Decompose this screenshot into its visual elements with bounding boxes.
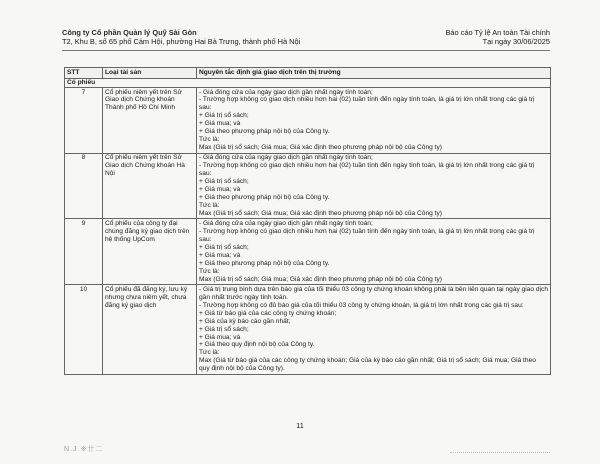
header-right [446, 28, 551, 46]
row-stt: 7 [65, 87, 103, 153]
col-header-stt: STT [65, 68, 103, 79]
principle-line: Tức là: [199, 136, 220, 144]
report-title: Báo cáo Tỷ lệ An toàn Tài chính [445, 28, 550, 37]
principle-line: - Giá đóng cửa của ngày giao dịch gần nhất ngày tính toán; [199, 220, 373, 228]
valuation-table [64, 67, 551, 375]
principle-line: + Giá theo phương pháp nội bộ của Công ty. [199, 128, 330, 136]
group-label: Cổ phiếu [65, 78, 551, 87]
header-left [62, 28, 300, 46]
principle-line: + Giá theo quy định nội bộ của Công ty. [199, 341, 315, 349]
principle-line: - Trường hợp không có đủ báo giá của tối thiểu 03 công ty chứng khoán, là giá trị lớn nhất trong các giá trị sau: [199, 301, 524, 309]
row-principles [197, 87, 551, 153]
row-principles [197, 285, 551, 375]
col-header-asset-type: Loại tài sản [103, 68, 197, 79]
row-asset-type: Cổ phiếu niêm yết trên Sở Giao dịch Chứng khoán Hà Nội [103, 153, 197, 219]
table-header-row [65, 68, 551, 79]
principle-line: Max (Giá trị sổ sách; Giá mua; Giá xác định theo phương pháp nội bộ của Công ty) [199, 209, 442, 217]
principle-line: - Giá trị trung bình dựa trên báo giá của tối thiểu 03 công ty chứng khoán không phải là bên liên quan tại ngày giao dịch gần nhất trước ngày tính toán. [199, 286, 549, 302]
company-address: T2, Khu B, số 65 phố Cảm Hội, phường Hai Bà Trưng, thành phố Hà Nội [62, 37, 301, 46]
report-date: Tại ngày 30/06/2025 [482, 37, 550, 46]
principle-line: + Giá của kỳ báo cáo gần nhất; [199, 317, 291, 325]
table-row [65, 87, 551, 153]
row-stt: 8 [65, 153, 103, 219]
principle-line: + Giá theo phương pháp nội bộ của Công ty. [199, 259, 330, 267]
footer-stamp-mark: N.J ※卄二 [64, 446, 104, 453]
footer-faint-line [450, 452, 550, 453]
principle-line: + Giá mua; và [199, 186, 241, 194]
principle-line: + Giá mua; và [199, 120, 241, 128]
principle-line: - Giá đóng cửa của ngày giao dịch gần nhất ngày tính toán; [199, 88, 373, 96]
principle-line: + Giá trị sổ sách; [199, 243, 249, 251]
row-asset-type: Cổ phiếu của công ty đại chúng đăng ký giao dịch trên hệ thống UpCom [103, 219, 197, 285]
principle-line: + Giá từ báo giá của các công ty chứng khoán; [199, 309, 337, 317]
principle-line: - Giá đóng cửa của ngày giao dịch gần nhất ngày tính toán; [199, 154, 373, 162]
row-stt: 9 [65, 219, 103, 285]
header-divider [62, 50, 550, 51]
page-number: 11 [296, 421, 304, 430]
principle-line: - Trường hợp không có giao dịch nhiều hơn hai (02) tuần tính đến ngày tính toán, là giá trị lớn nhất trong các giá trị sau: [199, 96, 535, 112]
table-group-row [65, 78, 551, 87]
row-principles [197, 219, 551, 285]
table-row [65, 219, 551, 285]
company-name: Công ty Cổ phần Quản lý Quỹ Sài Gòn [62, 28, 197, 37]
row-asset-type: Cổ phiếu đã đăng ký, lưu ký nhưng chưa niêm yết, chưa đăng ký giao dịch [103, 285, 197, 375]
principle-line: Max (Giá từ báo giá của các công ty chứng khoán; Giá của kỳ báo cáo gần nhất; Giá trị sổ sách; Giá mua; Giá theo quy định nội bộ của Công ty). [199, 357, 536, 373]
table-row [65, 285, 551, 375]
principle-line: + Giá trị sổ sách; [199, 178, 249, 186]
row-stt: 10 [65, 285, 103, 375]
principle-line: Tức là: [199, 349, 220, 357]
principle-line: Tức là: [199, 201, 220, 209]
row-asset-type: Cổ phiếu niêm yết trên Sở Giao dịch Chứng khoán Thành phố Hồ Chí Minh [103, 87, 197, 153]
principle-line: + Giá theo phương pháp nội bộ của Công ty. [199, 193, 330, 201]
principle-line: + Giá trị sổ sách; [199, 112, 249, 120]
principle-line: + Giá trị sổ sách; [199, 325, 249, 333]
principle-line: + Giá mua; và [199, 251, 241, 259]
principle-line: + Giá mua; và [199, 333, 241, 341]
principle-line: - Trường hợp không có giao dịch nhiều hơn hai (02) tuần tính đến ngày tính toán, là giá trị lớn nhất trong các giá trị sau: [199, 162, 535, 178]
principle-line: Tức là: [199, 267, 220, 275]
col-header-valuation-principle: Nguyên tắc định giá giao dịch trên thị trường [197, 68, 551, 79]
table-row [65, 153, 551, 219]
principle-line: Max (Giá trị sổ sách; Giá mua; Giá xác định theo phương pháp nội bộ của Công ty) [199, 143, 442, 151]
principle-line: Max (Giá trị sổ sách; Giá mua; Giá xác định theo phương pháp nội bộ của Công ty) [199, 275, 442, 283]
row-principles [197, 153, 551, 219]
principle-line: - Trường hợp không có giao dịch nhiều hơn hai (02) tuần tính đến ngày tính toán, là giá trị lớn nhất trong các giá trị sau: [199, 228, 535, 244]
